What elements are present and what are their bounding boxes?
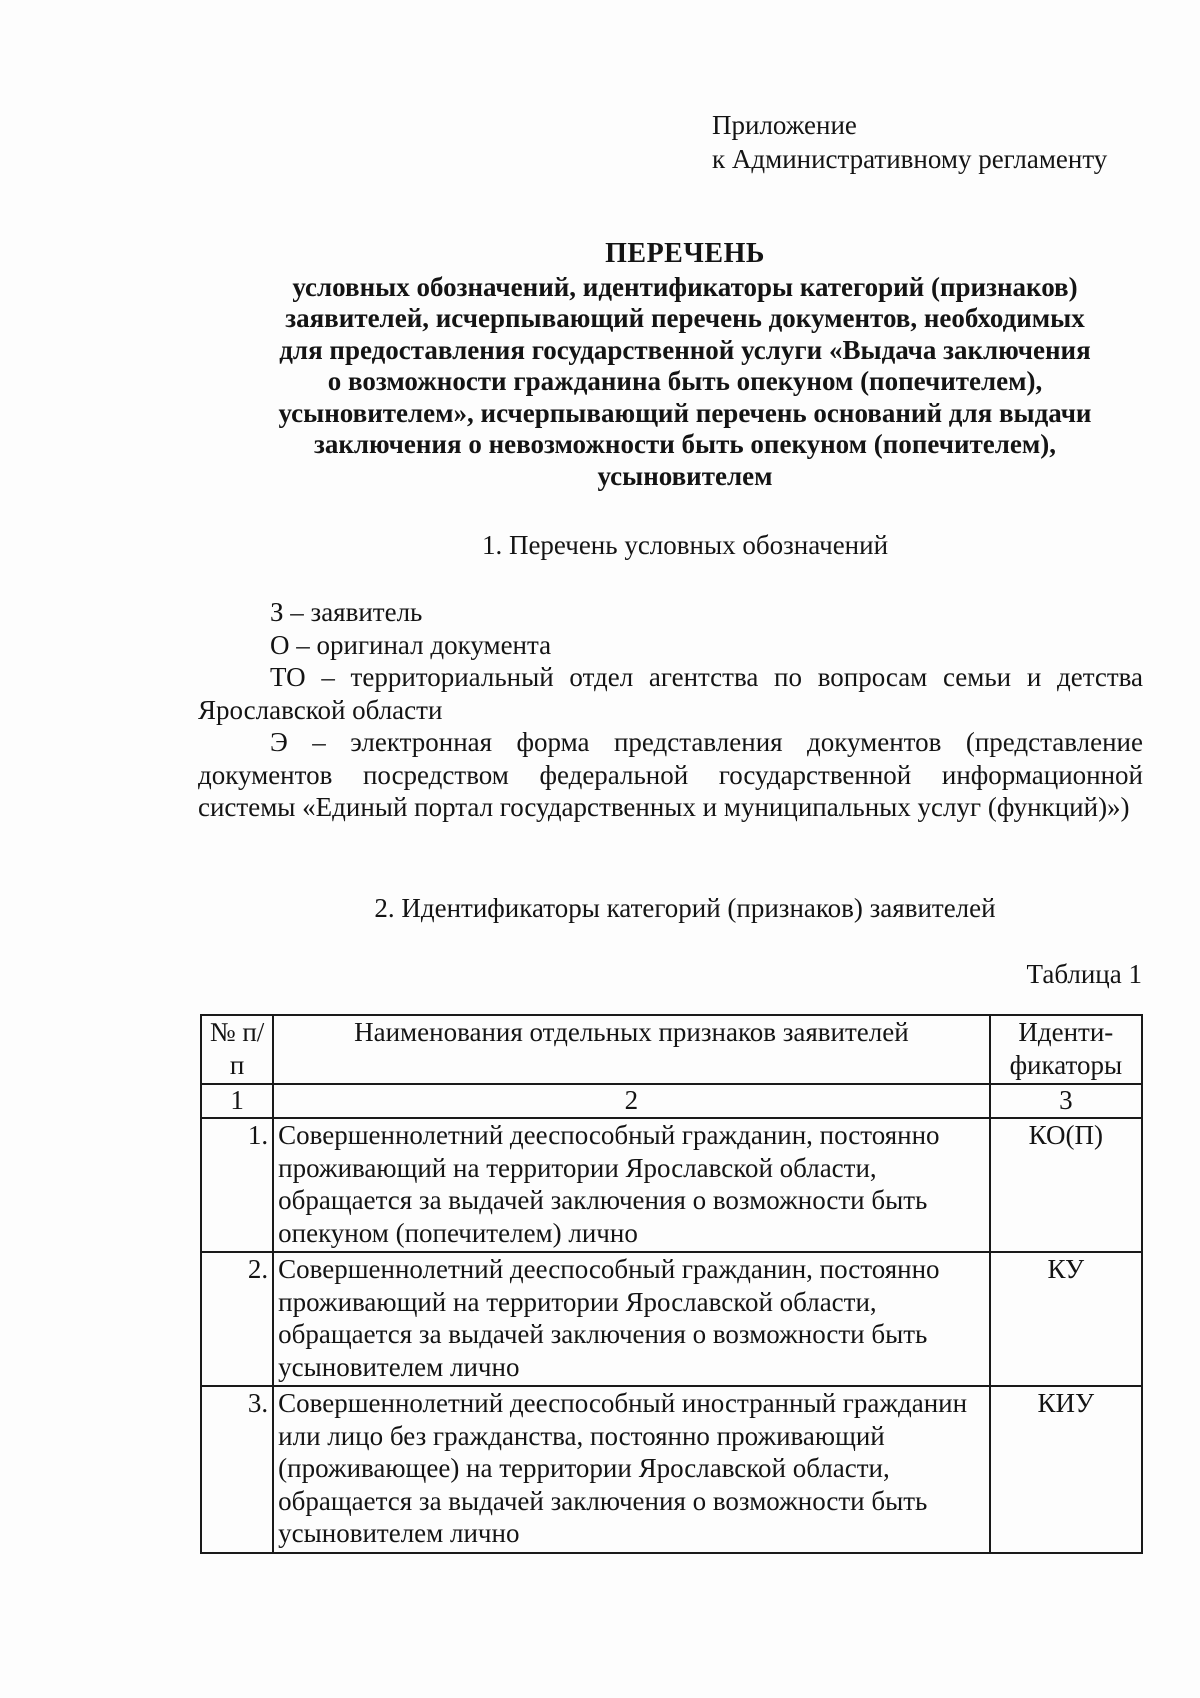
title-line: о возможности гражданина быть опекуном (попечителем), [327, 366, 1043, 396]
table-row [201, 1118, 1142, 1252]
title-line: заключения о невозможности быть опекуном (попечителем), [313, 429, 1057, 459]
section-1-title: 1. Перечень условных обозначений [481, 530, 889, 560]
title-line: заявителей, исчерпывающий перечень документов, необходимых [285, 303, 1085, 333]
header-identifier: Иденти-фикаторы [990, 1015, 1142, 1084]
row-number: 2. [201, 1252, 273, 1386]
row-description: Совершеннолетний дееспособный гражданин, постоянно проживающий на территории Ярославской области, обращается за выдачей заключения о возможности быть усыновителем лично [273, 1252, 990, 1386]
row-identifier: КО(П) [990, 1118, 1142, 1252]
appendix-line-2: к Административному регламенту [712, 144, 1108, 174]
row-number: 3. [201, 1386, 273, 1553]
title-heading: ПЕРЕЧЕНЬ [605, 238, 765, 269]
table-caption: Таблица 1 [1026, 959, 1142, 989]
title-line: для предоставления государственной услуги «Выдача заключения [279, 334, 1091, 365]
definitions-list [198, 596, 1143, 824]
row-identifier: КИУ [990, 1386, 1142, 1553]
title-line: усыновителем [597, 460, 773, 491]
column-number: 1 [201, 1084, 273, 1118]
column-number: 2 [273, 1084, 990, 1118]
definition-item: ТО – территориальный отдел агентства по вопросам семьи и детства Ярославской области [198, 662, 1143, 725]
table-row [201, 1386, 1142, 1553]
title-line: усыновителем», исчерпывающий перечень оснований для выдачи [278, 397, 1092, 428]
header-name: Наименования отдельных признаков заявителей [273, 1015, 990, 1084]
appendix-header [712, 108, 1107, 176]
definition-item: З – заявитель [270, 597, 423, 627]
table-row [201, 1252, 1142, 1386]
row-description: Совершеннолетний дееспособный иностранный гражданин или лицо без гражданства, постоянно проживающий (проживающее) на территории Ярославской области, обращается за выдачей заключения о возможности быть усыновителем лично [273, 1386, 990, 1553]
column-number: 3 [990, 1084, 1142, 1118]
row-description: Совершеннолетний дееспособный гражданин, постоянно проживающий на территории Ярославской области, обращается за выдачей заключения о возможности быть опекуном (попечителем) лично [273, 1118, 990, 1252]
table-header-row [201, 1015, 1142, 1084]
row-identifier: КУ [990, 1252, 1142, 1386]
appendix-line-1: Приложение [712, 110, 857, 140]
definition-item: Э – электронная форма представления документов (представление документов посредством федеральной государственной информационной системы «Единый портал государственных и муниципальных услуг (функций)») [198, 727, 1143, 822]
header-number: № п/п [201, 1015, 273, 1084]
row-number: 1. [201, 1118, 273, 1252]
section-2-title: 2. Идентификаторы категорий (признаков) заявителей [374, 893, 996, 923]
definition-item: О – оригинал документа [270, 629, 552, 660]
column-number-row [201, 1084, 1142, 1118]
title-line: условных обозначений, идентификаторы категорий (признаков) [292, 271, 1078, 302]
identifiers-table [200, 1014, 1143, 1554]
document-title [150, 238, 1200, 492]
